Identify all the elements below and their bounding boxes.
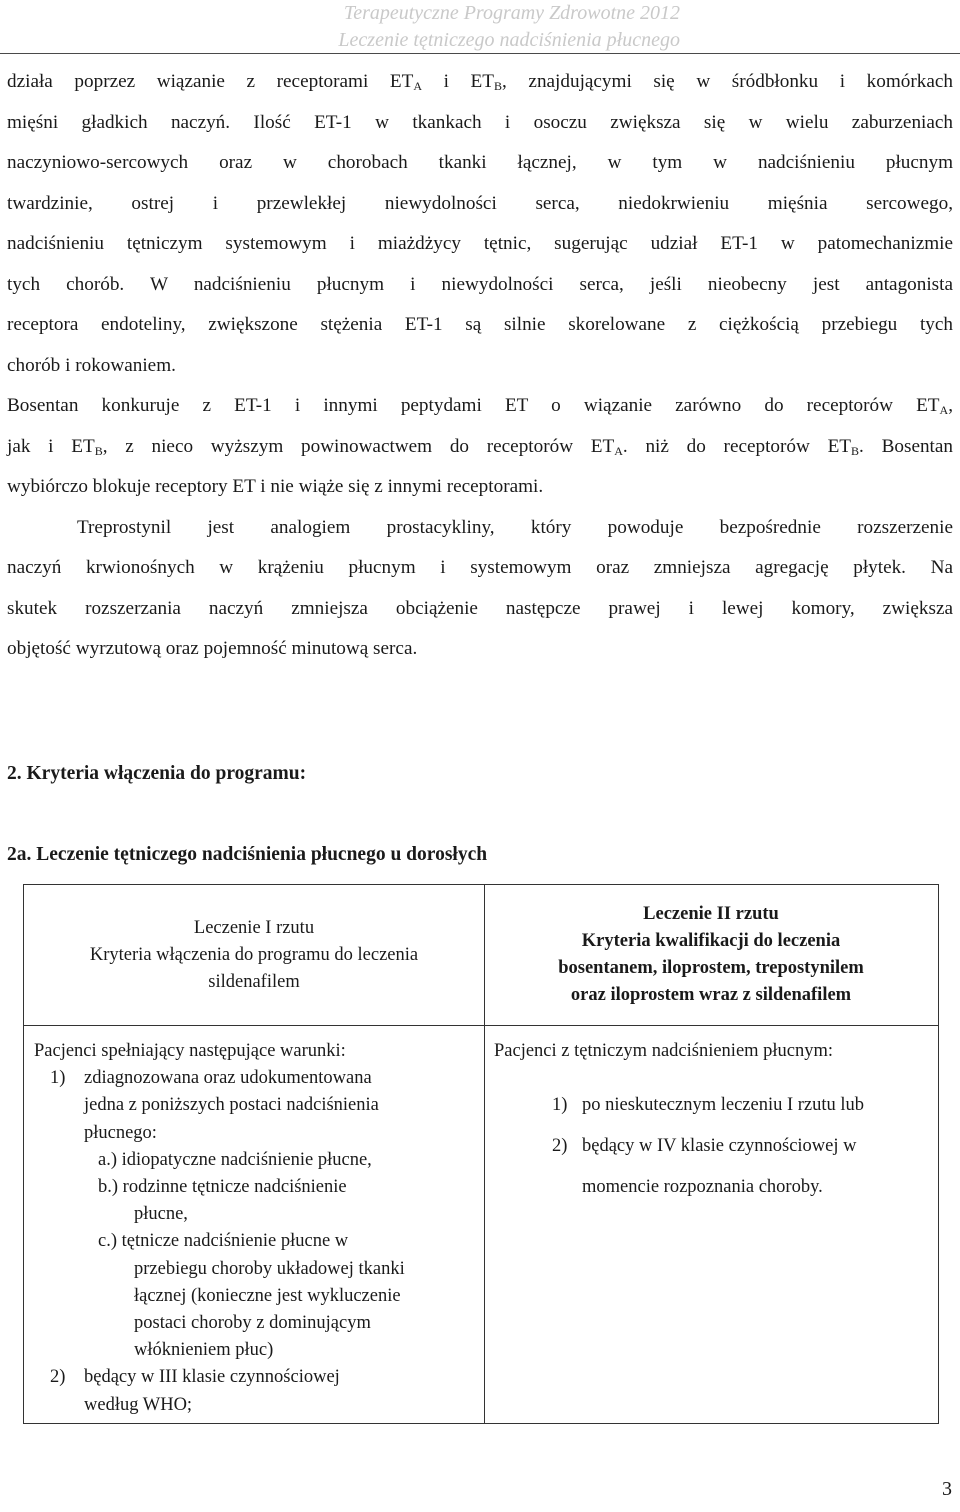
criteria-item: 2) będący w III klasie czynnościowej według WHO; bbox=[50, 1367, 340, 1415]
header-divider bbox=[0, 53, 960, 54]
paragraph-line: Bosentan konkuruje z ET-1 i innymi peptydami ET o wiązanie zarówno do receptorów $ET_A$, bbox=[7, 395, 953, 417]
header-program-title: Terapeutyczne Programy Zdrowotne 2012 bbox=[343, 2, 680, 24]
criteria-subitem: a.) idiopatyczne nadciśnienie płucne, bbox=[98, 1149, 372, 1170]
paragraph-line: jak i $ET_B$, z nieco wyższym powinowactwem do receptorów $ET_A$. niż do receptorów $ET_B$. Bosentan bbox=[7, 435, 953, 458]
criteria-subitem-cont: włóknieniem płuc) bbox=[134, 1340, 274, 1361]
criteria-item: 1) po nieskutecznym leczeniu I rzutu lub bbox=[552, 1095, 865, 1116]
paragraph-line: twardzinie, ostrej i przewlekłej niewydolności serca, niedokrwieniu mięśnia sercowego, bbox=[7, 192, 953, 214]
criteria-intro: Pacjenci spełniający następujące warunki: bbox=[34, 1041, 346, 1061]
paragraph-line: wybiórczo blokuje receptory ET i nie wiąże się z innymi receptorami. bbox=[7, 476, 544, 497]
section-heading: 2. Kryteria włączenia do programu: bbox=[7, 763, 307, 784]
criteria-subitem-cont: przebiegu choroby układowej tkanki bbox=[134, 1258, 405, 1279]
criteria-table bbox=[23, 884, 939, 1424]
paragraph-line: receptora endoteliny, zwiększone stężenia ET-1 są silnie skorelowane z ciężkością przebiegu tych bbox=[7, 314, 953, 335]
criteria-intro: Pacjenci z tętniczym nadciśnieniem płucnym: bbox=[494, 1041, 834, 1061]
criteria-subitem-cont: łącznej (konieczne jest wykluczenie bbox=[134, 1285, 401, 1306]
criteria-subitem-cont: postaci choroby z dominującym bbox=[134, 1313, 371, 1334]
criteria-item: 1) zdiagnozowana oraz udokumentowana jedna z poniższych postaci nadciśnienia płucnego: bbox=[50, 1068, 379, 1143]
paragraph-line: naczyniowo-sercowych oraz w chorobach tkanki łącznej, w tym w nadciśnieniu płucnym bbox=[7, 152, 953, 173]
body-text bbox=[7, 62, 953, 670]
second-line-criteria-cell bbox=[494, 1038, 934, 1208]
paragraph-line: tych chorób. W nadciśnieniu płucnym i niewydolności serca, jeśli nieobecny jest antagonista bbox=[7, 273, 953, 295]
criteria-item: 2) będący w IV klasie czynnościowej w momencie rozpoznania choroby. bbox=[552, 1136, 857, 1198]
paragraph-line: objętość wyrzutową oraz pojemność minutową serca. bbox=[7, 638, 418, 659]
paragraph-line: nadciśnieniu tętniczym systemowym i miażdżycy tętnic, sugerując udział ET-1 w patomechanizmie bbox=[7, 233, 953, 254]
criteria-subitem: b.) rodzinne tętnicze nadciśnienie bbox=[98, 1177, 347, 1198]
paragraph-line: Treprostynil jest analogiem prostacykliny, który powoduje bezpośrednie rozszerzenie bbox=[77, 516, 953, 538]
paragraph-line: mięśni gładkich naczyń. Ilość ET-1 w tkankach i osoczu zwiększa się w wielu zaburzeniach bbox=[7, 111, 953, 133]
paragraph-line: naczyń krwionośnych w krążeniu płucnym i systemowym oraz zmniejsza agregację płytek. Na bbox=[7, 557, 953, 578]
column-header-second-line: Leczenie II rzutu Kryteria kwalifikacji do leczenia bosentanem, iloprostem, trepostynilem oraz iloprostem wraz z sildenafilem bbox=[558, 904, 864, 1005]
running-header bbox=[160, 0, 680, 54]
subsection-heading: 2a. Leczenie tętniczego nadciśnienia płucnego u dorosłych bbox=[7, 844, 488, 865]
criteria-subitem: c.) tętnicze nadciśnienie płucne w bbox=[98, 1231, 349, 1252]
header-document-title: Leczenie tętniczego nadciśnienia płucnego bbox=[338, 29, 680, 51]
criteria-subitem-cont: płucne, bbox=[134, 1204, 188, 1225]
paragraph-line: chorób i rokowaniem. bbox=[7, 354, 176, 376]
paragraph-line: działa poprzez wiązanie z receptorami $ET_A$ i $ET_B$, znajdującymi się w śródbłonku i komórkach bbox=[7, 71, 953, 93]
header-row-divider bbox=[24, 1025, 938, 1026]
page-number: 3 bbox=[942, 1478, 952, 1500]
paragraph-line: skutek rozszerzania naczyń zmniejsza obciążenie następcze prawej i lewej komory, zwiększa bbox=[7, 597, 953, 619]
column-header-first-line: Leczenie I rzutu Kryteria włączenia do programu do leczenia sildenafilem bbox=[89, 917, 419, 992]
first-line-criteria-cell bbox=[34, 1038, 474, 1419]
